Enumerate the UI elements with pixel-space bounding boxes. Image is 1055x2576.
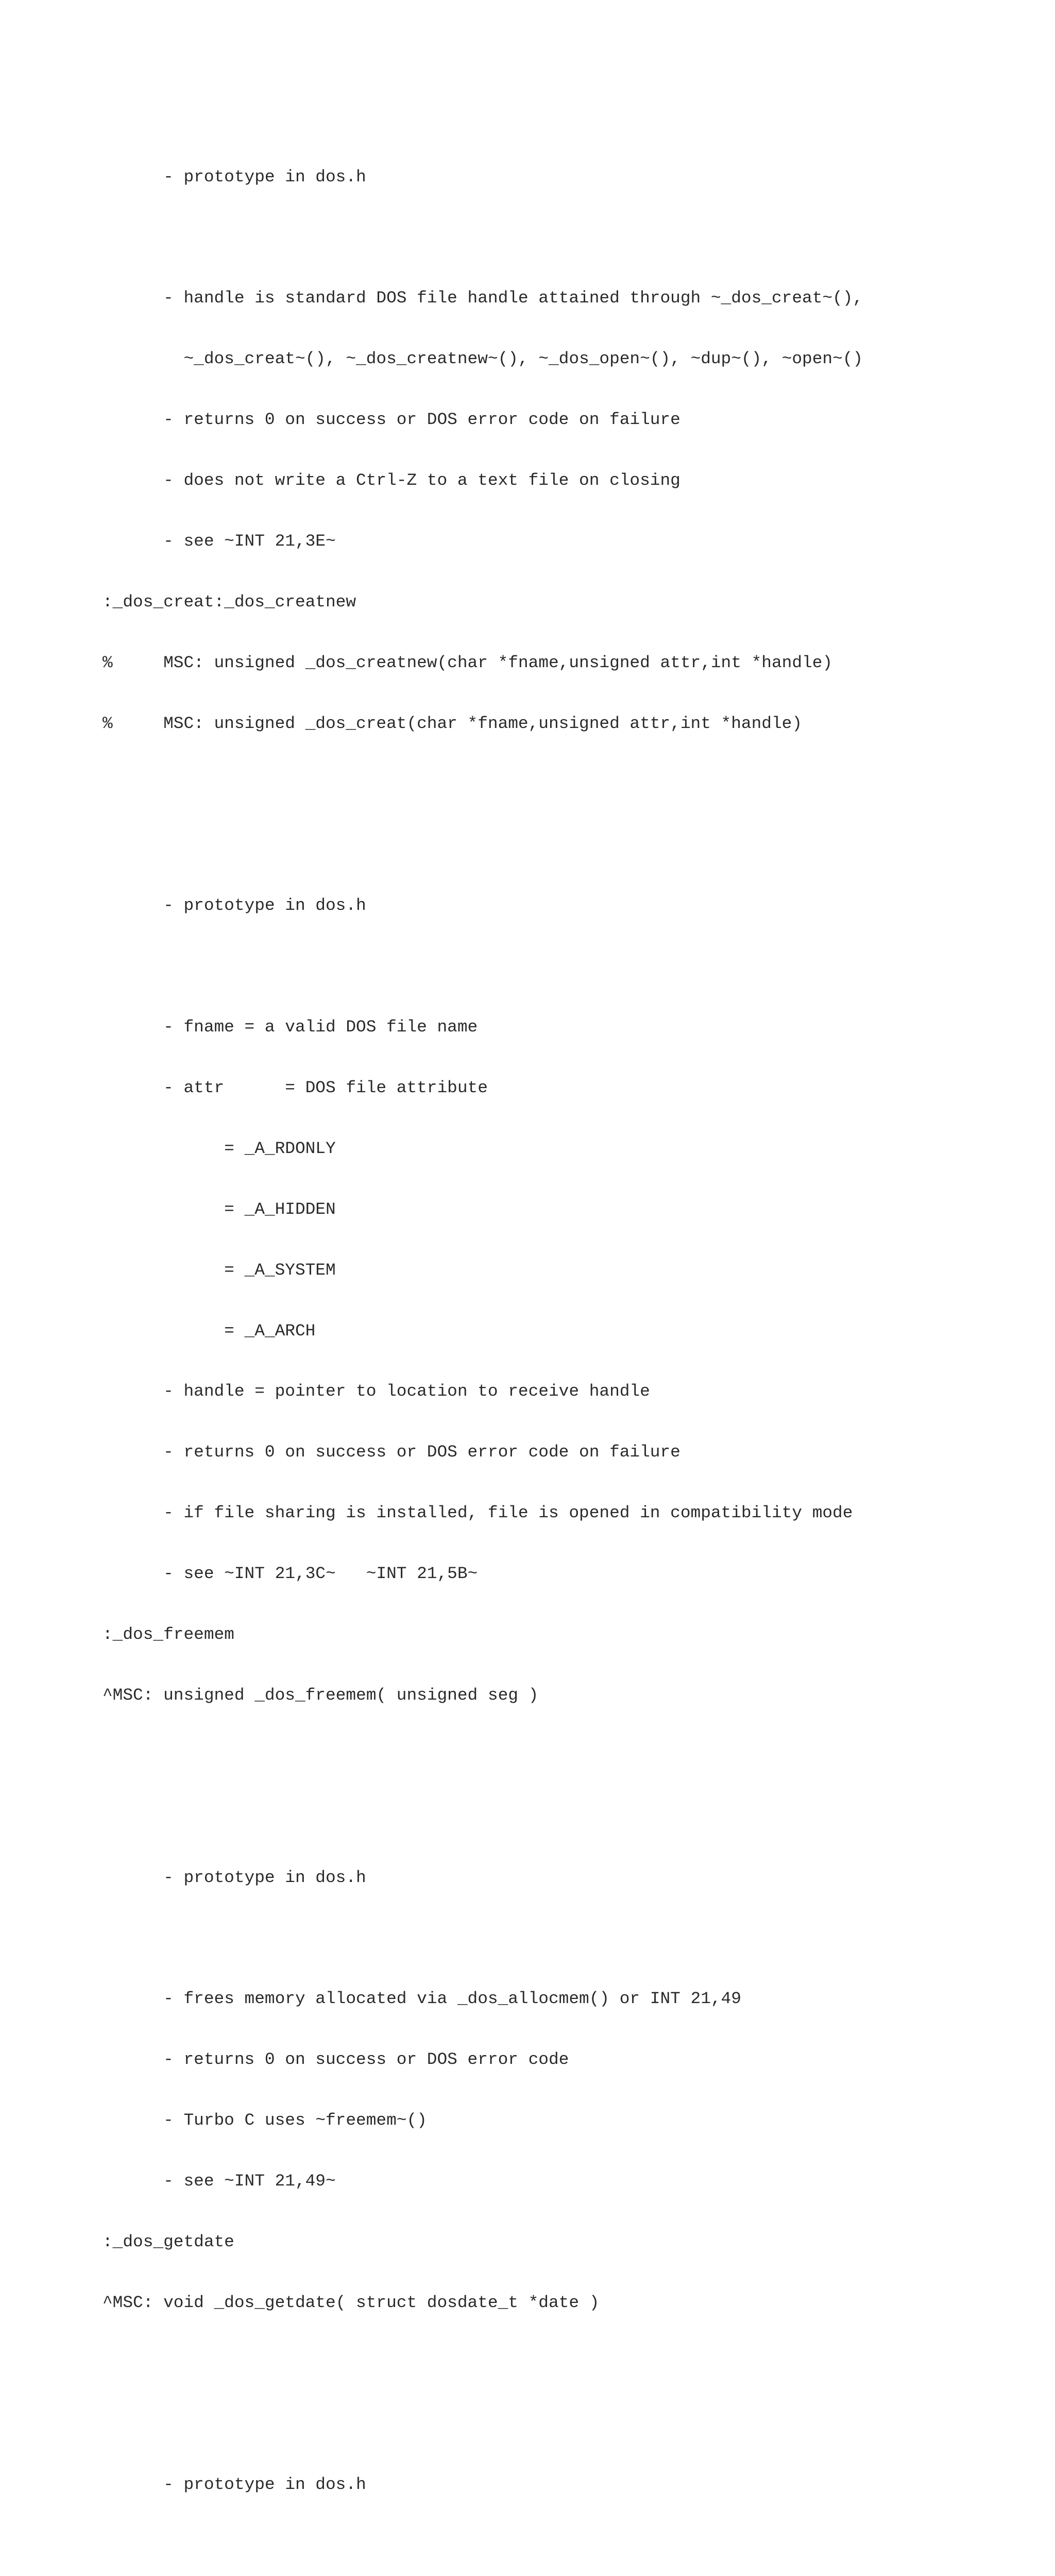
text-line: = _A_HIDDEN <box>103 1199 336 1219</box>
text-line: = _A_RDONLY <box>103 1139 336 1158</box>
text-line: - see ~INT 21,3C~ ~INT 21,5B~ <box>103 1564 478 1584</box>
text-line <box>103 956 863 976</box>
text-line <box>103 1807 863 1827</box>
text-line: - returns 0 on success or DOS error code on failure <box>103 1443 680 1462</box>
code-listing <box>103 126 863 2576</box>
text-line: - prototype in dos.h <box>103 896 366 916</box>
text-line: - see ~INT 21,49~ <box>103 2171 336 2191</box>
text-line: - handle = pointer to location to receive handle <box>103 1382 650 1401</box>
text-line <box>103 774 863 794</box>
entry-heading: :_dos_getdate <box>103 2232 234 2251</box>
text-line: - if file sharing is installed, file is opened in compatibility mode <box>103 1503 853 1523</box>
text-line: - prototype in dos.h <box>103 1868 366 1887</box>
text-line: ^MSC: unsigned _dos_freemem( unsigned seg ) <box>103 1685 539 1705</box>
text-line: - frees memory allocated via _dos_allocmem() or INT 21,49 <box>103 1989 741 2009</box>
text-line <box>103 227 863 247</box>
text-line <box>103 1746 863 1766</box>
text-line: - see ~INT 21,3E~ <box>103 531 336 551</box>
text-line <box>103 2353 863 2374</box>
text-line: - attr = DOS file attribute <box>103 1078 488 1097</box>
text-line: % MSC: unsigned _dos_creatnew(char *fname,unsigned attr,int *handle) <box>103 653 833 672</box>
text-line: = _A_SYSTEM <box>103 1260 336 1280</box>
text-line <box>103 2535 863 2555</box>
text-line <box>103 2414 863 2434</box>
text-line <box>103 835 863 855</box>
text-line: % MSC: unsigned _dos_creat(char *fname,unsigned attr,int *handle) <box>103 714 803 733</box>
entry-heading: :_dos_freemem <box>103 1624 234 1644</box>
text-line <box>103 1928 863 1948</box>
entry-heading: :_dos_creat:_dos_creatnew <box>103 592 356 612</box>
text-line: - Turbo C uses ~freemem~() <box>103 2111 427 2130</box>
text-line: ~_dos_creat~(), ~_dos_creatnew~(), ~_dos_open~(), ~dup~(), ~open~() <box>103 349 863 369</box>
text-line: - returns 0 on success or DOS error code on failure <box>103 410 680 430</box>
text-line: = _A_ARCH <box>103 1321 316 1341</box>
text-line: - prototype in dos.h <box>103 2475 366 2495</box>
text-line: - returns 0 on success or DOS error code <box>103 2050 569 2070</box>
text-line: - handle is standard DOS file handle attained through ~_dos_creat~(), <box>103 289 863 308</box>
text-line: - prototype in dos.h <box>103 167 366 187</box>
text-line: - fname = a valid DOS file name <box>103 1018 478 1037</box>
text-line: ^MSC: void _dos_getdate( struct dosdate_t *date ) <box>103 2293 600 2312</box>
text-line: - does not write a Ctrl-Z to a text file on closing <box>103 471 680 490</box>
